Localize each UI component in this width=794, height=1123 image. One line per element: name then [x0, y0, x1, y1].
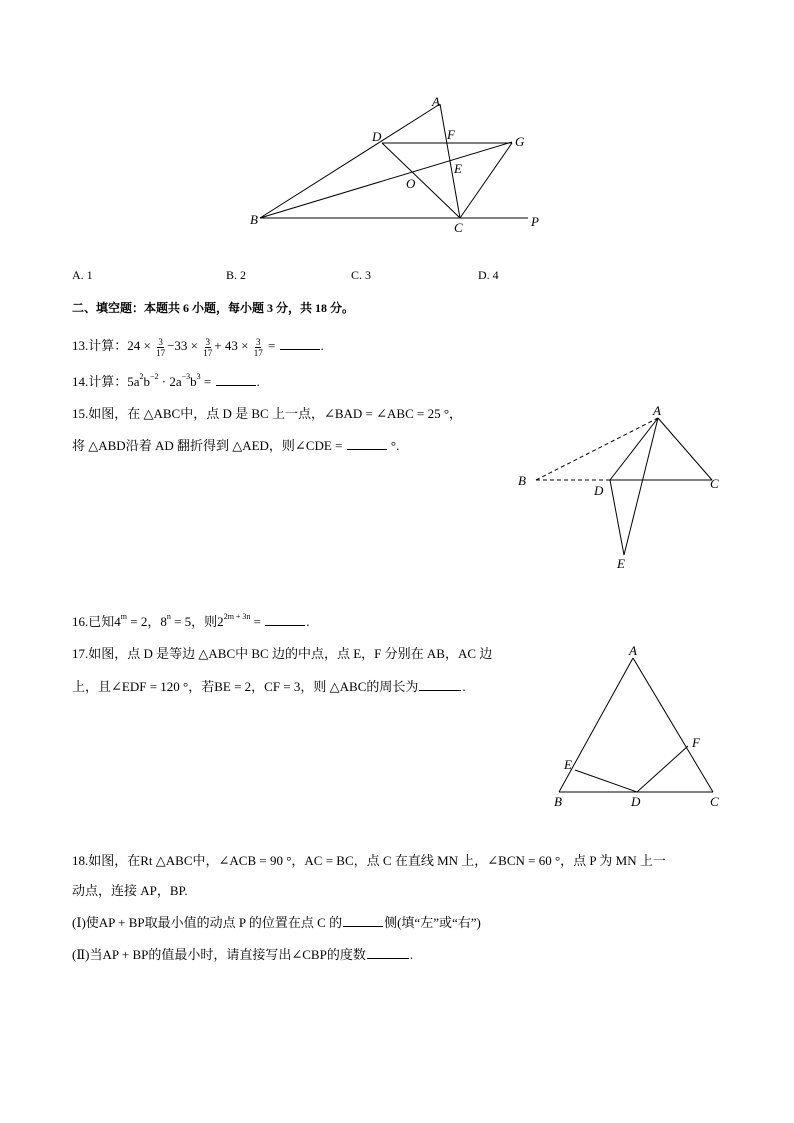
question-18-part1: (Ⅰ)使AP + BP取最小值的动点 P 的位置在点 C 的 侧(填“左”或“右”) [72, 915, 481, 930]
label-c: C [710, 476, 719, 491]
question-17-line2: 上，且∠EDF = 120 °，若BE = 2，CF = 3，则 △ABC的周长为 . [72, 679, 466, 694]
figure-17-geometry [545, 640, 730, 815]
label-f: F [447, 127, 455, 142]
label-o: O [406, 176, 416, 191]
choice-b: B. 2 [226, 268, 247, 282]
label-a: A [653, 403, 661, 418]
label-g: G [515, 134, 525, 149]
question-18-part2: (Ⅱ)当AP + BP的值最小时，请直接写出∠CBP的度数 . [72, 947, 414, 962]
q13-prefix: 13.计算：24 × [72, 338, 155, 353]
choice-d: D. 4 [478, 268, 499, 282]
label-c: C [454, 220, 463, 235]
label-p: P [531, 214, 539, 229]
answer-blank-18-1[interactable] [343, 925, 383, 927]
segment-gc [460, 143, 512, 218]
fraction-1: $\frac{3}{17}$ [156, 336, 166, 358]
label-b: B [250, 212, 258, 227]
choice-c: C. 3 [351, 268, 372, 282]
answer-blank-13[interactable] [280, 348, 320, 350]
segment-ba [260, 104, 440, 218]
answer-blank-16[interactable] [265, 624, 305, 626]
question-16: 16.已知$4^m = 2$，$8^n = 5$，则$2^{2m + 3n}$ = . [72, 612, 310, 629]
segment-bg [260, 142, 512, 218]
segment-ac [633, 658, 713, 792]
segment-ed [575, 770, 637, 792]
answer-blank-18-2[interactable] [367, 957, 409, 959]
question-14: 14.计算：$5a^2b^{-2} \cdot 2a^{-3}b^3$ = . [72, 372, 260, 389]
label-e: E [564, 757, 572, 772]
question-15-line2: 将 △ABD沿着 AD 翻折得到 △AED，则∠CDE = °. [72, 438, 400, 453]
label-a: A [432, 94, 440, 109]
question-18-line1: 18.如图，在Rt △ABC中，∠ACB = 90 °，AC = BC，点 C 在直线 MN 上，∠BCN = 60 °，点 P 为 MN 上一 [72, 853, 666, 868]
segment-df [637, 746, 688, 792]
label-c: C [710, 794, 719, 809]
label-d: D [372, 129, 382, 144]
choice-a: A. 1 [72, 268, 93, 282]
segment-de [610, 480, 624, 555]
label-f: F [692, 735, 700, 750]
question-17-line1: 17.如图，点 D 是等边 △ABC中 BC 边的中点，点 E，F 分别在 AB，AC 边 [72, 646, 493, 661]
fraction-2: $\frac{3}{17}$ [203, 336, 213, 358]
answer-blank-17[interactable] [419, 689, 461, 691]
figure-15-geometry [510, 400, 730, 575]
answer-blank-14[interactable] [216, 384, 256, 386]
figure-top-geometry [240, 90, 560, 240]
fraction-3: $\frac{3}{17}$ [253, 336, 263, 358]
label-d: D [594, 483, 604, 498]
label-b: B [518, 473, 526, 488]
label-e: E [617, 556, 625, 571]
section-header: 二、填空题：本题共 6 小题，每小题 3 分，共 18 分。 [72, 301, 355, 315]
segment-ac [658, 418, 712, 480]
segment-dc [382, 143, 460, 218]
label-a: A [629, 643, 637, 658]
label-e: E [454, 161, 462, 176]
label-d: D [631, 794, 641, 809]
answer-blank-15[interactable] [347, 448, 387, 450]
question-13: 13.计算：24 × $\frac{3}{17}$ −33 × $\frac{3}{17}$ + 43 × $\frac{3}{17}$ = . [72, 336, 324, 358]
segment-ba-dashed [536, 418, 658, 480]
segment-ae [624, 418, 658, 555]
label-b: B [554, 794, 562, 809]
question-15-line1: 15.如图，在 △ABC中，点 D 是 BC 上一点，∠BAD = ∠ABC = 25 °， [72, 406, 463, 421]
question-18-line2: 动点，连接 AP，BP. [72, 883, 188, 898]
